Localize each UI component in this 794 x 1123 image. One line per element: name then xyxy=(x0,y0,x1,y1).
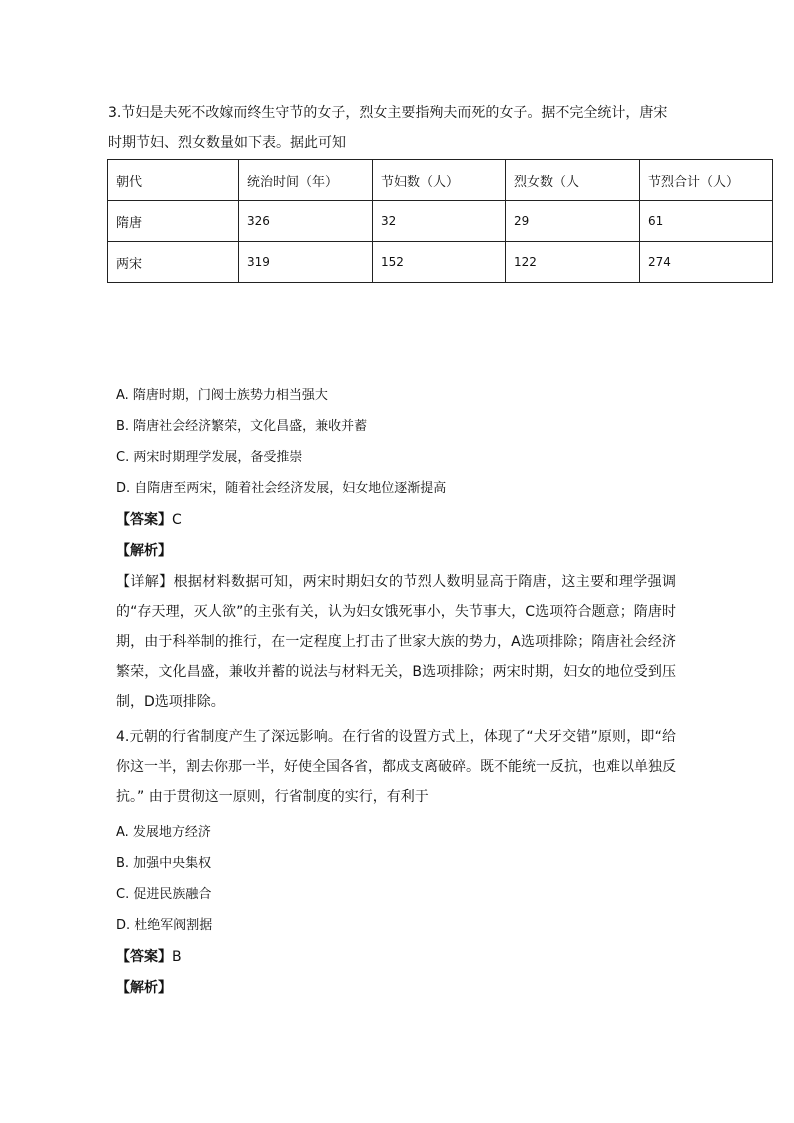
answer-value: B xyxy=(172,949,182,965)
table-header-cell: 烈女数（人 xyxy=(506,160,640,201)
table-cell: 29 xyxy=(506,201,640,242)
table-cell: 32 xyxy=(373,201,506,242)
table-cell: 326 xyxy=(239,201,373,242)
table-header-cell: 节烈合计（人） xyxy=(640,160,773,201)
table-row xyxy=(108,201,773,242)
table-row xyxy=(108,242,773,283)
q4-analysis-label: 【解析】 xyxy=(116,980,172,996)
table-header-cell: 朝代 xyxy=(108,160,239,201)
q3-option-b: B. 隋唐社会经济繁荣，文化昌盛，兼收并蓄 xyxy=(116,419,368,434)
table-cell: 两宋 xyxy=(108,242,239,283)
q4-answer xyxy=(116,947,182,967)
table-cell: 319 xyxy=(239,242,373,283)
q3-stem-line-2: 时期节妇、烈女数量如下表。据此可知 xyxy=(108,135,346,151)
q4-option-a: A. 发展地方经济 xyxy=(116,825,211,840)
q3-option-c: C. 两宋时期理学发展，备受推崇 xyxy=(116,450,303,465)
answer-label: 【答案】 xyxy=(116,949,172,965)
q4-option-b: B. 加强中央集权 xyxy=(116,856,212,871)
table-cell: 61 xyxy=(640,201,773,242)
q3-data-table xyxy=(107,159,773,283)
q3-answer xyxy=(116,510,182,530)
table-header-row xyxy=(108,160,773,201)
table-cell: 隋唐 xyxy=(108,201,239,242)
table-cell: 122 xyxy=(506,242,640,283)
q3-option-a: A. 隋唐时期，门阀士族势力相当强大 xyxy=(116,388,328,403)
answer-value: C xyxy=(172,512,182,528)
table-header-cell: 统治时间（年） xyxy=(239,160,373,201)
table-cell: 274 xyxy=(640,242,773,283)
q4-option-d: D. 杜绝军阀割据 xyxy=(116,918,213,933)
q3-option-d: D. 自隋唐至两宋，随着社会经济发展，妇女地位逐渐提高 xyxy=(116,481,447,496)
q3-detail-paragraph: 【详解】根据材料数据可知，两宋时期妇女的节烈人数明显高于隋唐，这主要和理学强调的“存天理，灭人欲”的主张有关，认为妇女饿死事小，失节事大，C选项符合题意；隋唐时期，由于科举制的推行，在一定程度上打击了世家大族的势力，A选项排除；隋唐社会经济繁荣，文化昌盛，兼收并蓄的说法与材料无关，B选项排除；两宋时期，妇女的地位受到压制，D选项排除。 xyxy=(116,574,676,710)
q4-stem-paragraph: 4.元朝的行省制度产生了深远影响。在行省的设置方式上，体现了“犬牙交错”原则，即“给你这一半，割去你那一半，好使全国各省，都成支离破碎。既不能统一反抗，也难以单独反抗。” 由于贯彻这一原则，行省制度的实行，有利于 xyxy=(116,729,676,805)
table-header-cell: 节妇数（人） xyxy=(373,160,506,201)
q3-stem-line-1: 3.节妇是夫死不改嫁而终生守节的女子，烈女主要指殉夫而死的女子。据不完全统计，唐宋 xyxy=(108,105,668,121)
answer-label: 【答案】 xyxy=(116,512,172,528)
q4-option-c: C. 促进民族融合 xyxy=(116,887,212,902)
table-cell: 152 xyxy=(373,242,506,283)
q3-analysis-label: 【解析】 xyxy=(116,543,172,559)
